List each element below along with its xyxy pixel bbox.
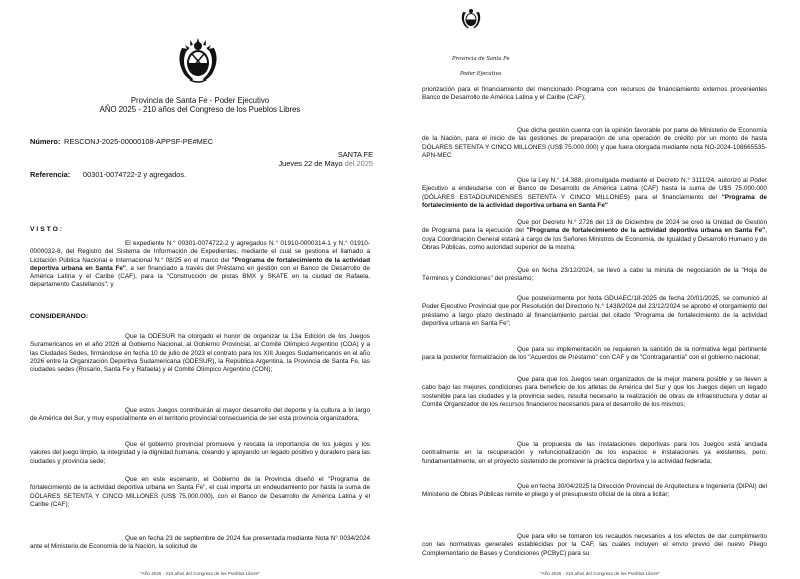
law-text: Que la Ley N.° 14.388, promulgada mediante el Decreto N.° 3111/24, autorizó al Poder Ejecutivo a endeudarse con el Banco de Desarrollo de América Latina (CAF) hasta la suma de U$S 75.000.000 (DÓLARES ESTADOUNIDENSES SETENTA Y CINCO MILLONES) para el financiamiento del bbox=[422, 177, 767, 201]
right-paragraph-9: Que en fecha 30/04/2025 la Dirección Provincial de Arquitectura e Ingeniería (DIPAI) del Ministerio de Obras Públicas remite el pliego y el presupuesto oficial de la obra a licitar; bbox=[422, 483, 767, 499]
date-prefix: Jueves 22 de Mayo bbox=[278, 159, 343, 168]
document-page-2 bbox=[400, 0, 800, 579]
right-paragraph-5: Que posteriormente por Nota GDUAEC/18-2025 de fecha 20/01/2025, se comunicó al Poder Ejecutivo Provincial que por Resolución del Directorio N.° 1438/2024 del 23/12/2024 se aprobó el otorgamiento del préstamo a largo plazo destinado al financiamiento parcial del citado "Programa de fortalecimiento de la actividad deportiva urbana en Santa Fe"; bbox=[422, 295, 767, 327]
visto-paragraph bbox=[30, 240, 370, 290]
numero-label: Número: bbox=[30, 137, 61, 146]
header-line-1: Provincia de Santa Fe - Poder Ejecutivo bbox=[130, 96, 270, 105]
considerando-paragraph-4: Que en este escenario, el Gobierno de la Provincia diseñó el "Programa de fortalecimiento de la actividad deportiva urbana en Santa Fe", el cual importa un endeudamiento por hasta la suma de DÓLARES SETENTA Y CINCO MILLONES (US$ 75.000.000), con el Banco de Desarrollo de América Latina y el Caribe (CAF); bbox=[30, 476, 370, 508]
date-suffix: del 2025 bbox=[344, 159, 373, 168]
right-paragraph-6: Que para su implementación se requieren la sanción de la normativa legal pertinente para la posterior formalización de los "Acuerdos de Préstamo" con CAF y de "Contragarantía" con el gobierno nacional; bbox=[422, 346, 767, 362]
right-paragraph-8: Que la propuesta de las instalaciones deportivas para los Juegos está anclada centralmente en la recuperación y refuncionalización de los espacios e instalaciones ya existentes, pero, fundamentalmente, en el proyecto sostenido de promover la práctica deportiva y la actividad federada; bbox=[422, 441, 767, 465]
considerando-paragraph-2: Que estos Juegos contribuirán al mayor desarrollo del deporte y la cultura a lo largo de América del Sur, y muy especialmente en el territorio provincial consecuencia de ser esta provincia organizadora; bbox=[30, 407, 370, 423]
page-1-footer: "Año 2025 - 210 años del Congreso de los Pueblos Libres" bbox=[140, 571, 260, 576]
decree-program-name: "Programa de fortalecimiento de la actividad deportiva urbana en Santa Fe" bbox=[526, 227, 766, 235]
considerando-paragraph-5: Que en fecha 23 de septiembre de 2024 fue presentada mediante Nota N° 0034/2024 ante el Ministerio de Economía de la Nación, la solicitud de bbox=[30, 535, 370, 551]
sub-seal-line-2: Poder Ejecutivo bbox=[460, 71, 502, 77]
decree-text-a: Que por Decreto N.° 2726 del 13 de Diciembre de 2024 se creó la Unidad de Gestión de Programa para la ejecución del bbox=[422, 219, 767, 235]
right-paragraph-3 bbox=[422, 219, 767, 252]
considerando-title: CONSIDERANDO: bbox=[30, 313, 89, 320]
numero-value: RESCONJ-2025-00000108-APPSF-PE#MEC bbox=[64, 137, 214, 146]
right-paragraph-0: priorización para el financiamiento del mencionado Programa con recursos de financiamiento externos provenientes Banco de Desarrollo de América Latina y el Caribe (CAF); bbox=[422, 86, 767, 102]
visto-text-a: El expediente N.° 00301-0074722-2 y agregados N.° 01910-0000314-1 y N.° 01910-0000032-8, del Registro del Sistema de Información de Expedientes, mediante el cual se gestiona el llamado a Licitación Pública Nacional e Internacional N.° 08/25 en el marco del bbox=[30, 240, 370, 264]
right-paragraph-10: Que para ello se tomaron los recaudos necesarios a los efectos de dar cumplimiento con las normativas generales establecidas por la CAF, las cuales incluyen el envío previo del nuevo Pliego Complementario de Bases y Condiciones (PCByC) para su bbox=[422, 533, 767, 557]
place-label: SANTA FE bbox=[337, 150, 373, 159]
visto-program-name: "Programa de fortalecimiento de la actividad deportiva urbana en Santa Fe" bbox=[30, 256, 370, 272]
visto-text-c: , a ser financiado a través del Préstamo en gestión con el Banco de Desarrollo de América Latina y el Caribe (CAF), para la "Construcción de pistas BMX y SKATE en la ciudad de Rafaela, departamento Castellanos"; y bbox=[30, 264, 370, 289]
page-2-footer: "Año 2025 - 210 años del Congreso de los Pueblos Libres" bbox=[540, 571, 660, 576]
decree-text-c: , cuya Coordinación General estará a cargo de los Señores Ministros de Economía, de Igualdad y Desarrollo Humano y de Obras Públicas, como autoridad superior de la misma; bbox=[422, 227, 767, 251]
right-paragraph-4: Que en fecha 23/12/2024, se llevó a cabo la minuta de negociación de la "Hoja de Términos y Condiciones" del préstamo; bbox=[422, 267, 767, 283]
provincial-seal-icon bbox=[172, 36, 224, 86]
referencia-label: Referencia: bbox=[30, 170, 71, 179]
right-paragraph-7: Que para que los Juegos sean organizados de la mejor manera posible y se lleven a cabo bajo las mejores condiciones para beneficio de los atletas de América del Sur y que los Juegos dejen un legado sostenible para las ciudades y la provincia sedes, resulta necesario la realización de obras de infraestructura y dotar al Comité Organizador de los recursos financieros necesarios para el desarrollo de los mismos; bbox=[422, 376, 767, 408]
date-line bbox=[278, 159, 373, 169]
sub-seal-line-1: Provincia de Santa Fe bbox=[452, 56, 510, 62]
right-paragraph-1: Que dicha gestión cuenta con la opinión favorable por parte de Ministerio de Economía de la Nación, para el inicio de las gestiones de preparación de una operación de crédito por un monto de hasta DÓLARES SETENTA Y CINCO MILLONES (US$ 75.000.000) y que fuera otorgada mediante nota NO-2024-108665535-APN-MEC bbox=[422, 127, 767, 159]
visto-title: V I S T O : bbox=[30, 226, 63, 233]
right-paragraph-2 bbox=[422, 177, 767, 210]
law-program-name: "Programa de fortalecimiento de la actividad deportiva urbana en Santa Fe" bbox=[422, 193, 767, 209]
header-line-2: AÑO 2025 - 210 años del Congreso de los Pueblos Libres bbox=[99, 105, 301, 114]
referencia-value: 00301-0074722-2 y agregados. bbox=[83, 170, 187, 179]
considerando-paragraph-3: Que el gobierno provincial promueve y rescata la importancia de los juegos y los valores del juego limpio, la integridad y la dignidad humana, creando y apoyando un legado positivo y duradero para las ciudades y provincia sede; bbox=[30, 441, 370, 465]
considerando-paragraph-1: Que la ODESUR ha otorgado el honor de organizar la 13a Edición de los Juegos Suramericanos en el año 2026 al Gobierno Nacional, al Gobierno Provincial, al Comité Olímpico Argentino (COA) y a las Ciudades Sedes, firmándose en fecha 10 de julio de 2023 el contrato para los XIII Juegos Sudamericanos en el año 2026 entre la Organización Deportiva Sudamericana (ODESUR), la República Argentina, la Provincia de Santa Fe, las ciudades sedes (Rosario, Santa Fe y Rafaela) y el Comité Olímpico Argentino (CON); bbox=[30, 333, 370, 374]
provincial-seal-small-icon bbox=[458, 6, 484, 31]
